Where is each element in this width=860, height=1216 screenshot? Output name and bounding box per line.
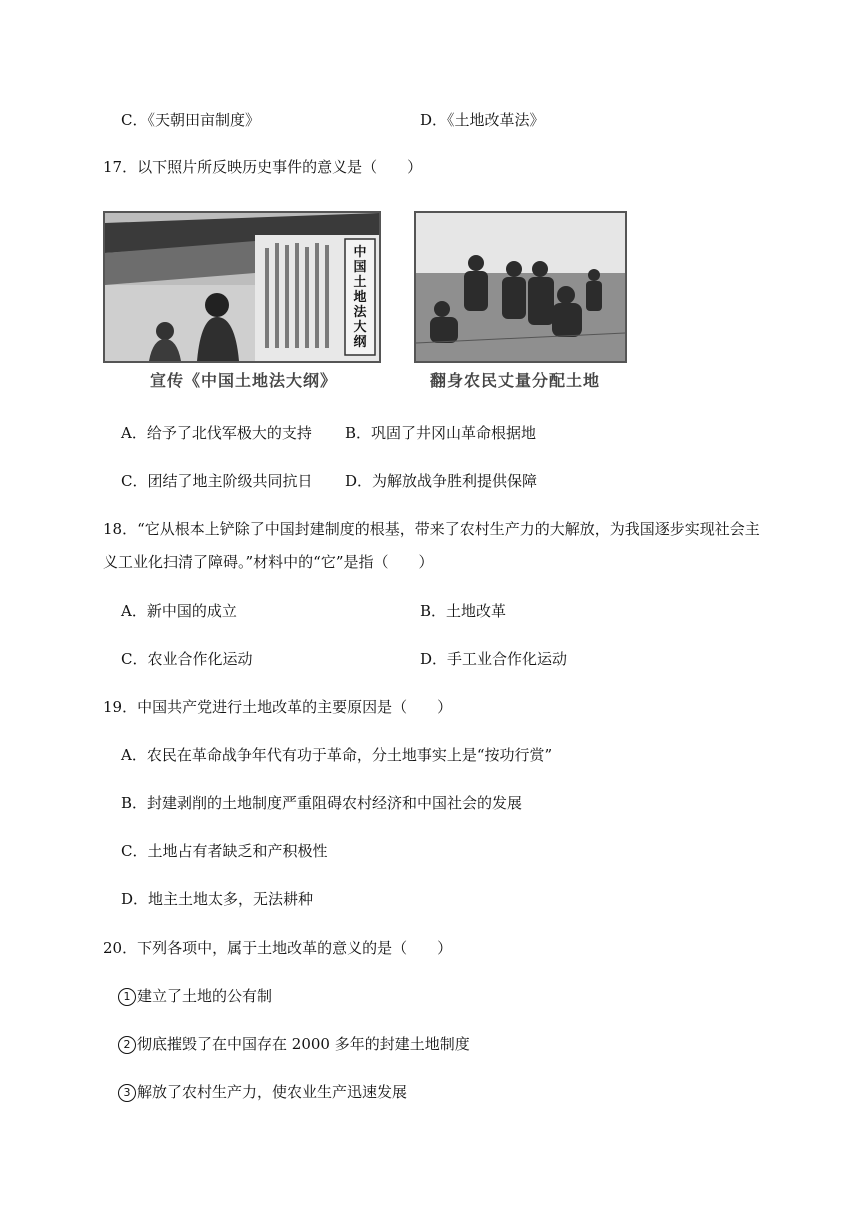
q20-item-2 — [118, 1034, 470, 1054]
q20-stem: 20．下列各项中，属于土地改革的意义的是（ ） — [103, 939, 453, 957]
photo-right-caption: 翻身农民丈量分配土地 — [430, 371, 601, 390]
q18-stem-line2: 义工业化扫清了障碍。”材料中的“它”是指（ ） — [103, 553, 434, 571]
q20-item-3 — [118, 1082, 407, 1102]
q19-option-a: A．农民在革命战争年代有功于革命，分土地事实上是“按功行赏” — [121, 746, 553, 764]
q18-option-d: D．手工业合作化运动 — [420, 650, 568, 668]
q19-stem: 19．中国共产党进行土地改革的主要原因是（ ） — [103, 698, 453, 716]
q17-option-b: B．巩固了井冈山革命根据地 — [345, 424, 537, 442]
q18-option-c: C．农业合作化运动 — [121, 650, 253, 668]
q17-option-d: D．为解放战争胜利提供保障 — [345, 472, 538, 490]
q17-option-c: C．团结了地主阶级共同抗日 — [121, 472, 313, 490]
q19-option-c: C．土地占有者缺乏和产积极性 — [121, 842, 328, 860]
q16-option-c: C．《天朝田亩制度》 — [121, 111, 260, 129]
circled-number-3: 3 — [118, 1084, 136, 1102]
photo-left-caption: 宣传《中国土地法大纲》 — [150, 371, 338, 390]
circled-number-1: 1 — [118, 988, 136, 1006]
photo-land-measuring-image — [416, 213, 625, 361]
q17-stem: 17．以下照片所反映历史事件的意义是（ ） — [103, 158, 423, 176]
photo-land-measuring — [414, 211, 627, 363]
q20-item-1 — [118, 986, 272, 1006]
photo-land-law-propaganda — [103, 211, 381, 363]
q19-option-b: B．封建剥削的土地制度严重阻碍农村经济和中国社会的发展 — [121, 794, 523, 812]
q18-option-a: A．新中国的成立 — [121, 602, 237, 620]
q18-option-b: B．土地改革 — [420, 602, 507, 620]
q17-option-a: A．给予了北伐军极大的支持 — [121, 424, 312, 442]
q20-item-2-text: 彻底摧毁了在中国存在 2000 多年的封建土地制度 — [137, 1035, 470, 1053]
q16-option-d: D．《土地改革法》 — [420, 111, 545, 129]
q18-stem-line1: 18．“它从根本上铲除了中国封建制度的根基，带来了农村生产力的大解放，为我国逐步实现社会主 — [103, 520, 760, 538]
poster-title-text: 中国土地法大纲 — [353, 245, 367, 350]
q19-option-d: D．地主土地太多，无法耕种 — [121, 890, 314, 908]
circled-number-2: 2 — [118, 1036, 136, 1054]
photo-land-law-propaganda-image — [105, 213, 379, 361]
q20-item-3-text: 解放了农村生产力，使农业生产迅速发展 — [137, 1083, 408, 1101]
q20-item-1-text: 建立了土地的公有制 — [137, 987, 273, 1005]
